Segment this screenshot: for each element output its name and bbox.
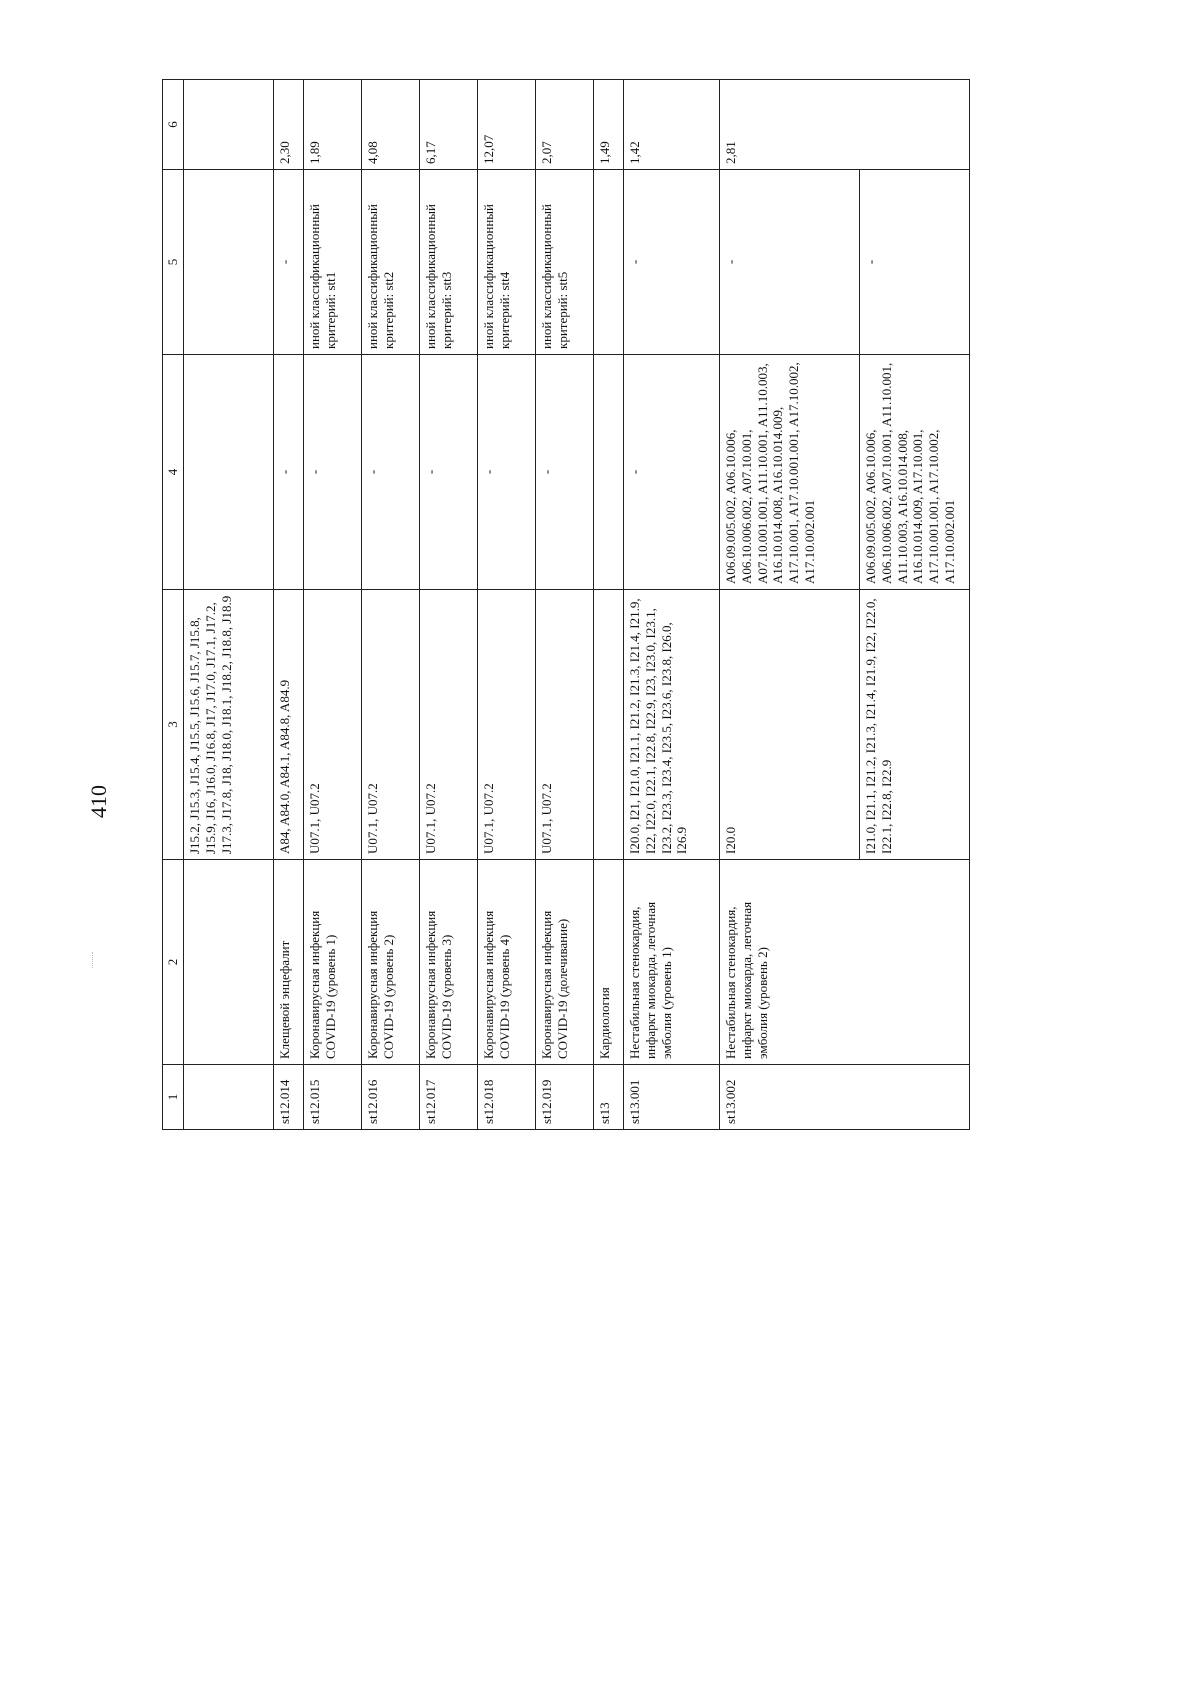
table-row: [273, 80, 303, 1130]
row-coef: 2,07: [535, 80, 593, 170]
rotated-table-inner: [162, 0, 1086, 1140]
row-services: -: [273, 355, 303, 590]
row-coef: 1,89: [303, 80, 361, 170]
row-icd: A84, A84.0, A84.1, A84.8, A84.9: [273, 590, 303, 860]
row-criteria: [183, 170, 273, 355]
table-row: [623, 80, 719, 1130]
row-criteria: -: [623, 170, 719, 355]
row-services: [593, 355, 623, 590]
row-services: -: [623, 355, 719, 590]
row-criteria: [593, 170, 623, 355]
row-services: A06.09.005.002, A06.10.006, A06.10.006.002, A07.10.001, A07.10.001.001, A11.10.001, A11.10.003, A16.10.014.008, A16.10.014.009, A17.10.001, A17.10.001.001, A17.10.002, A17.10.002.001: [719, 355, 859, 590]
page-number: 410: [86, 785, 111, 818]
row-code: st13.002: [719, 1065, 969, 1130]
tariff-table: [162, 79, 970, 1130]
row-icd: U07.1, U07.2: [361, 590, 419, 860]
row-services: A06.09.005.002, A06.10.006, A06.10.006.002, A07.10.001, A11.10.001, A11.10.003, A16.10.014.008, A16.10.014.009, A17.10.001, A17.10.001.001, A17.10.002, A17.10.002.001: [859, 355, 969, 590]
row-code: st12.014: [273, 1065, 303, 1130]
row-icd: U07.1, U07.2: [477, 590, 535, 860]
row-name: Нестабильная стенокардия, инфаркт миокарда, легочная эмболия (уровень 1): [623, 860, 719, 1065]
table-row: [535, 80, 593, 1130]
table-row: [303, 80, 361, 1130]
col-header: 2: [163, 860, 184, 1065]
table-row: [719, 80, 859, 1130]
row-name: Кардиология: [593, 860, 623, 1065]
row-coef: 1,49: [593, 80, 623, 170]
col-header: 6: [163, 80, 184, 170]
col-header: 1: [163, 1065, 184, 1130]
row-icd: J15.2, J15.3, J15.4, J15.5, J15.6, J15.7, J15.8, J15.9, J16, J16.0, J16.8, J17, J17.0, J17.1, J17.2, J17.3, J17.8, J18, J18.0, J18.1, J18.2, J18.8, J18.9: [183, 590, 273, 860]
row-name: Клещевой энцефалит: [273, 860, 303, 1065]
row-icd: I20.0, I21, I21.0, I21.1, I21.2, I21.3, I21.4, I21.9, I22, I22.0, I22.1, I22.8, I22.9, I23, I23.0, I23.1, I23.2, I23.3, I23.4, I23.5, I23.6, I23.8, I26.0, I26.9: [623, 590, 719, 860]
row-coef: [183, 80, 273, 170]
row-name: Коронавирусная инфекция COVID-19 (уровень 3): [419, 860, 477, 1065]
header-row: [163, 80, 184, 1130]
row-icd: U07.1, U07.2: [419, 590, 477, 860]
row-code: [183, 1065, 273, 1130]
row-name: Нестабильная стенокардия, инфаркт миокарда, легочная эмболия (уровень 2): [719, 860, 969, 1065]
row-icd: U07.1, U07.2: [303, 590, 361, 860]
row-criteria: -: [859, 170, 969, 355]
row-code: st12.017: [419, 1065, 477, 1130]
row-services: -: [303, 355, 361, 590]
row-services: -: [361, 355, 419, 590]
row-services: -: [477, 355, 535, 590]
row-criteria: -: [719, 170, 859, 355]
row-name: Коронавирусная инфекция COVID-19 (уровень 2): [361, 860, 419, 1065]
table-row: [183, 80, 273, 1130]
table-wrap: [162, 79, 970, 1130]
row-code: st12.016: [361, 1065, 419, 1130]
col-header: 3: [163, 590, 184, 860]
row-name: Коронавирусная инфекция COVID-19 (уровень 4): [477, 860, 535, 1065]
row-code: st13.001: [623, 1065, 719, 1130]
row-icd: [593, 590, 623, 860]
row-services: [183, 355, 273, 590]
row-coef: 2,30: [273, 80, 303, 170]
table-row: [361, 80, 419, 1130]
row-icd: U07.1, U07.2: [535, 590, 593, 860]
row-coef: 12,07: [477, 80, 535, 170]
row-name: [183, 860, 273, 1065]
table-row: [419, 80, 477, 1130]
table-row: [477, 80, 535, 1130]
row-criteria: иной классификационный критерий: stt3: [419, 170, 477, 355]
row-code: st12.015: [303, 1065, 361, 1130]
row-code: st12.018: [477, 1065, 535, 1130]
col-header: 4: [163, 355, 184, 590]
table-row: [593, 80, 623, 1130]
row-criteria: иной классификационный критерий: stt1: [303, 170, 361, 355]
row-coef: 4,08: [361, 80, 419, 170]
row-name: Коронавирусная инфекция COVID-19 (долечивание): [535, 860, 593, 1065]
row-code: st13: [593, 1065, 623, 1130]
row-criteria: иной классификационный критерий: stt4: [477, 170, 535, 355]
col-header: 5: [163, 170, 184, 355]
row-name: Коронавирусная инфекция COVID-19 (уровень 1): [303, 860, 361, 1065]
row-icd: I20.0: [719, 590, 859, 860]
row-coef: 1,42: [623, 80, 719, 170]
row-coef: 6,17: [419, 80, 477, 170]
row-criteria: -: [273, 170, 303, 355]
row-coef: 2,81: [719, 80, 969, 170]
row-services: -: [535, 355, 593, 590]
row-criteria: иной классификационный критерий: stt5: [535, 170, 593, 355]
scan-speck: [92, 952, 96, 968]
rotated-table-container: [162, 0, 1086, 1140]
row-criteria: иной классификационный критерий: stt2: [361, 170, 419, 355]
row-icd: I21.0, I21.1, I21.2, I21.3, I21.4, I21.9, I22, I22.0, I22.1, I22.8, I22.9: [859, 590, 969, 860]
row-services: -: [419, 355, 477, 590]
row-code: st12.019: [535, 1065, 593, 1130]
